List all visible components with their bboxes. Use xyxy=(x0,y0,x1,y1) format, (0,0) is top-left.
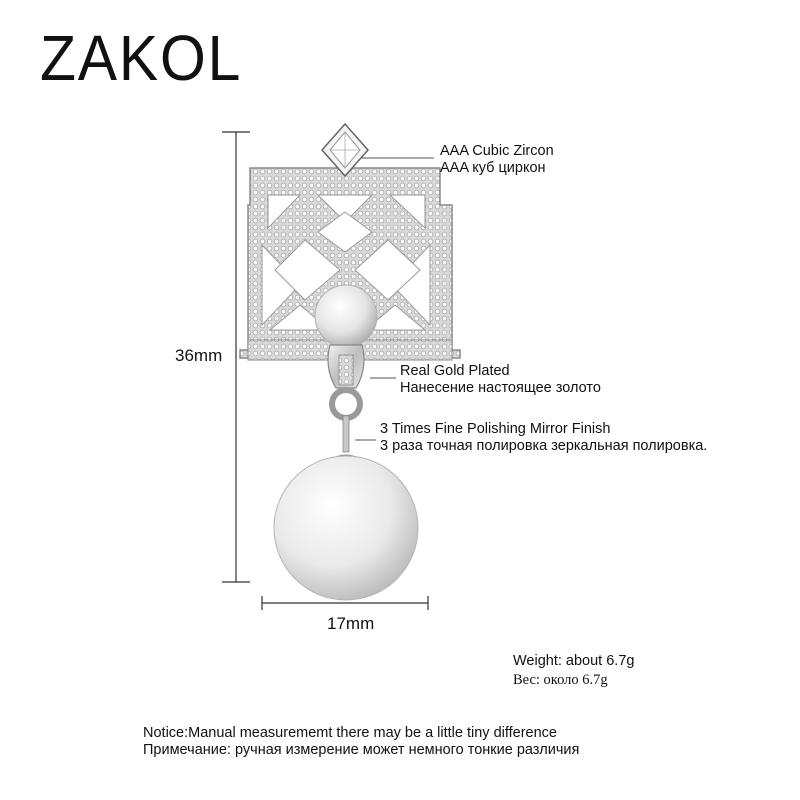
bail-connector xyxy=(328,345,364,452)
width-label: 17mm xyxy=(327,614,375,633)
height-label: 36mm xyxy=(175,346,223,365)
gold-label-en: Real Gold Plated xyxy=(400,363,510,379)
large-pearl xyxy=(274,456,418,600)
weight-label-ru: Вес: около 6.7g xyxy=(513,672,608,688)
small-pearl xyxy=(315,285,377,347)
gold-label-ru: Нанесение настоящее золото xyxy=(400,380,601,396)
weight-label-en: Weight: about 6.7g xyxy=(513,653,635,669)
zircon-label-en: AAA Cubic Zircon xyxy=(440,143,554,159)
notice-en: Notice:Manual measurememt there may be a little tiny difference xyxy=(143,725,557,741)
brand-logo: ZAKOL xyxy=(40,22,243,94)
notice-ru: Примечание: ручная измерение может немного тонкие различия xyxy=(143,742,580,758)
zircon-label-ru: AAA куб циркон xyxy=(440,160,546,176)
polish-label-en: 3 Times Fine Polishing Mirror Finish xyxy=(380,421,611,437)
polish-label-ru: 3 раза точная полировка зеркальная полировка. xyxy=(380,438,708,454)
